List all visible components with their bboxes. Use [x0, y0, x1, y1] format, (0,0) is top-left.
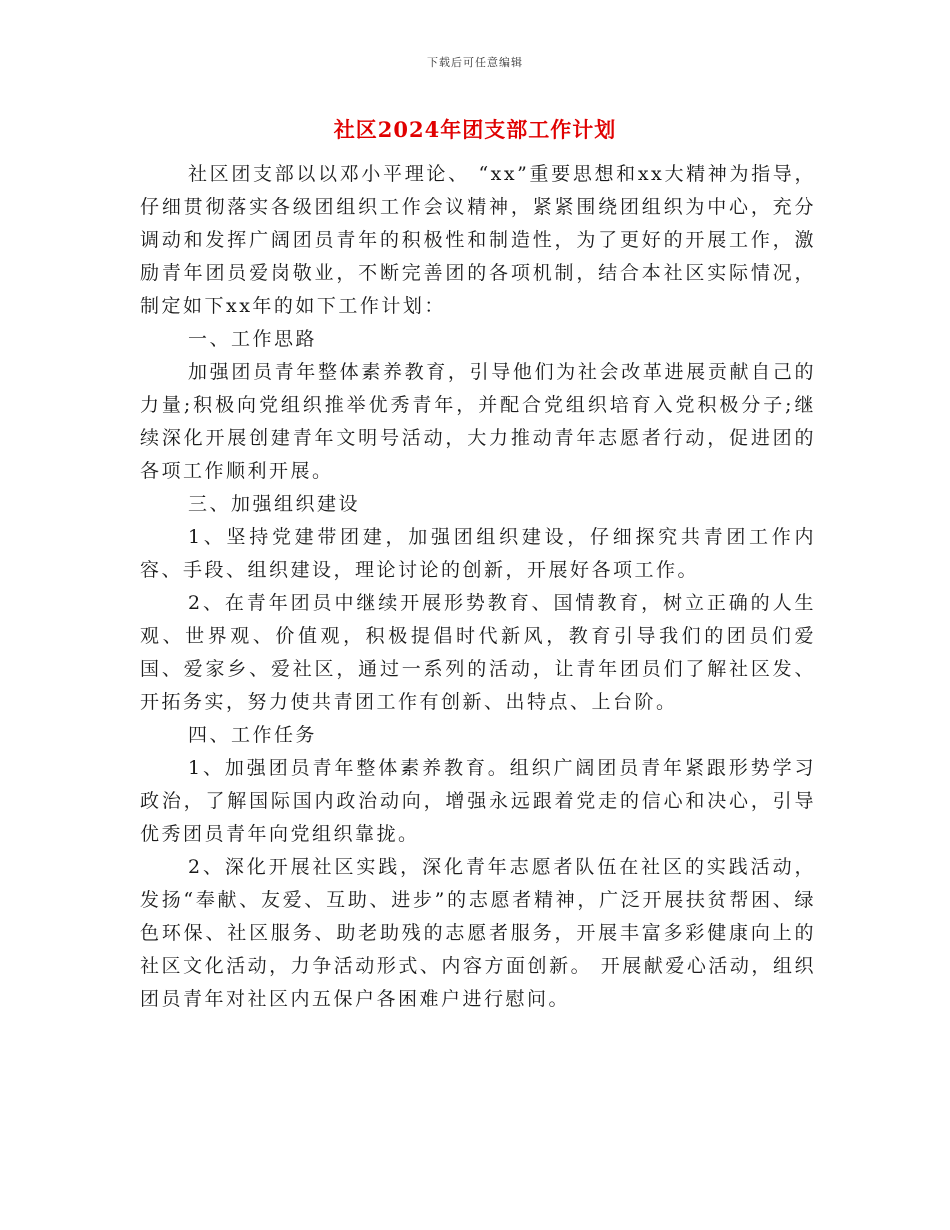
document-title: 社区2024年团支部工作计划 — [333, 117, 617, 142]
tasks-paragraph-2: 2、深化开展社区实践，深化青年志愿者队伍在社区的实践活动，发扬“奉献、友爱、互助、进步”的志愿者精神，广泛开展扶贫帮困、绿色环保、社区服务、助老助残的志愿者服务，开展丰富多彩健康向上的社区文化活动，力争活动形式、内容方面创新。 开展献爱心活动，组织团员青年对社区内五保户各困难户进行慰问。 — [140, 856, 816, 1010]
section-heading-work-ideas: 一、工作思路 — [188, 328, 318, 350]
document-body — [140, 158, 816, 1016]
section-heading-organization: 三、加强组织建设 — [188, 493, 361, 515]
tasks-paragraph-1: 1、加强团员青年整体素养教育。组织广阔团员青年紧跟形势学习政治，了解国际国内政治动向，增强永远跟着党走的信心和决心，引导优秀团员青年向党组织靠拢。 — [140, 757, 816, 845]
section-heading-tasks: 四、工作任务 — [188, 724, 318, 746]
organization-paragraph-1: 1、坚持党建带团建，加强团组织建设，仔细探究共青团工作内容、手段、组织建设，理论讨论的创新，开展好各项工作。 — [140, 526, 816, 581]
intro-paragraph: 社区团支部以以邓小平理论、 “xx”重要思想和xx大精神为指导，仔细贯彻落实各级团组织工作会议精神，紧紧围绕团组织为中心，充分调动和发挥广阔团员青年的积极性和制造性，为了更好的开展工作，激励青年团员爱岗敬业，不断完善团的各项机制，结合本社区实际情况，制定如下xx年的如下工作计划： — [140, 163, 816, 317]
download-note: 下载后可任意编辑 — [427, 56, 523, 69]
organization-paragraph-2: 2、在青年团员中继续开展形势教育、国情教育，树立正确的人生观、世界观、价值观，积极提倡时代新风，教育引导我们的团员们爱国、爱家乡、爱社区，通过一系列的活动，让青年团员们了解社区发、开拓务实，努力使共青团工作有创新、出特点、上台阶。 — [140, 592, 816, 713]
work-ideas-paragraph: 加强团员青年整体素养教育，引导他们为社会改革进展贡献自己的力量;积极向党组织推举优秀青年，并配合党组织培育入党积极分子;继续深化开展创建青年文明号活动，大力推动青年志愿者行动，促进团的各项工作顺利开展。 — [140, 361, 816, 482]
